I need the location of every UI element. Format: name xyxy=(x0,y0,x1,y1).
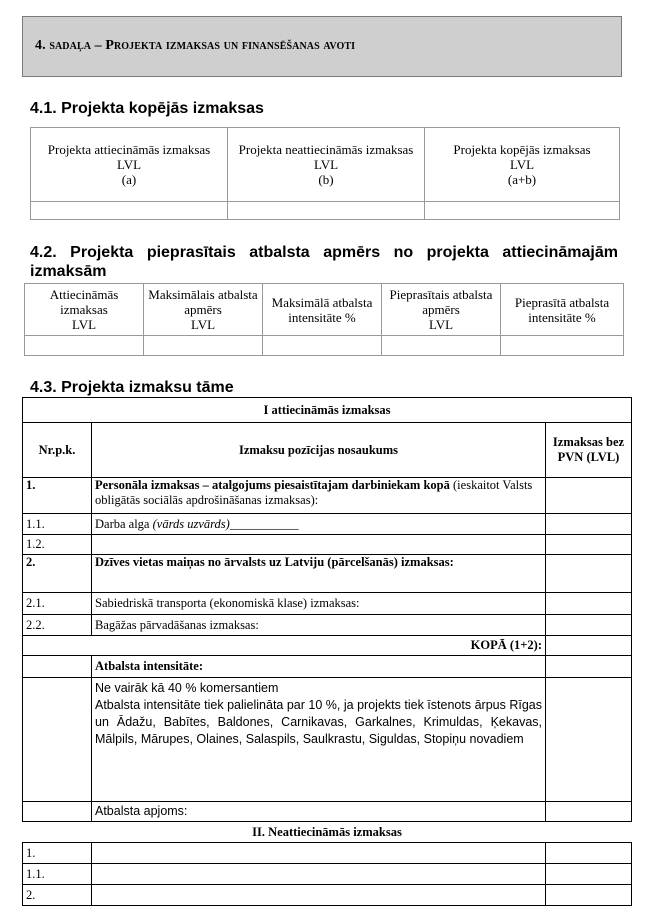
group-ineligible: II. Neattiecināmās izmaksas xyxy=(23,822,632,843)
section-header xyxy=(22,16,622,77)
intensity-value[interactable] xyxy=(546,656,632,678)
n-row-2-name[interactable] xyxy=(92,885,546,906)
input-2[interactable] xyxy=(144,336,263,356)
n-row-2-nr: 2. xyxy=(23,885,92,906)
row-2-2-nr: 2.2. xyxy=(23,615,92,636)
heading-4-2: 4.2. Projekta pieprasītais atbalsta apmērs no projekta attiecināmajām izmaksām xyxy=(30,244,618,280)
row-1-name: Personāla izmaksas – atalgojums piesaistītajam darbiniekam kopā (ieskaitot Valsts obligātās sociālās apdrošināšanas izmaksas): xyxy=(92,478,546,514)
row-1-nr: 1. xyxy=(23,478,92,514)
input-ineligible[interactable] xyxy=(228,202,425,220)
n-row-1-cost[interactable] xyxy=(546,843,632,864)
n-row-1-1-name[interactable] xyxy=(92,864,546,885)
row-2-1-name: Sabiedriskā transporta (ekonomiskā klase) izmaksas: xyxy=(92,593,546,615)
amount-value[interactable] xyxy=(546,802,632,822)
row-1-1-cost[interactable] xyxy=(546,514,632,535)
row-1-1-name: Darba alga (vārds uzvārds)___________ xyxy=(92,514,546,535)
intensity-nr xyxy=(23,656,92,678)
col-name: Izmaksu pozīcijas nosaukums xyxy=(92,423,546,478)
total-costs-table xyxy=(30,127,620,220)
total-cost[interactable] xyxy=(546,636,632,656)
cost-estimate-table xyxy=(22,397,632,906)
col-requested-support: Pieprasītais atbalsta apmērs LVL xyxy=(382,284,501,336)
col-eligible: Projekta attiecināmās izmaksas LVL (a) xyxy=(31,128,228,202)
row-1-cost[interactable] xyxy=(546,478,632,514)
col-cost: Izmaksas bez PVN (LVL) xyxy=(546,423,632,478)
support-table xyxy=(24,283,624,356)
amount-nr xyxy=(23,802,92,822)
col-total: Projekta kopējās izmaksas LVL (a+b) xyxy=(425,128,620,202)
total-label: KOPĀ (1+2): xyxy=(23,636,546,656)
n-row-1-1-cost[interactable] xyxy=(546,864,632,885)
n-row-1-nr: 1. xyxy=(23,843,92,864)
row-1-2-nr: 1.2. xyxy=(23,535,92,555)
col-max-intensity: Maksimālā atbalsta intensitāte % xyxy=(263,284,382,336)
section-title: 4. sadaļa – Projekta izmaksas un finansēšanas avoti xyxy=(35,38,356,53)
col-ineligible: Projekta neattiecināmās izmaksas LVL (b) xyxy=(228,128,425,202)
heading-4-3: 4.3. Projekta izmaksu tāme xyxy=(30,379,234,396)
row-1-1-nr: 1.1. xyxy=(23,514,92,535)
input-total[interactable] xyxy=(425,202,620,220)
col-requested-intensity: Pieprasītā atbalsta intensitāte % xyxy=(501,284,624,336)
n-row-1-1-nr: 1.1. xyxy=(23,864,92,885)
row-2-nr: 2. xyxy=(23,555,92,593)
input-5[interactable] xyxy=(501,336,624,356)
intensity-text-nr xyxy=(23,678,92,802)
col-nr: Nr.p.k. xyxy=(23,423,92,478)
row-2-1-cost[interactable] xyxy=(546,593,632,615)
input-eligible[interactable] xyxy=(31,202,228,220)
row-2-cost[interactable] xyxy=(546,555,632,593)
row-1-2-name[interactable] xyxy=(92,535,546,555)
row-1-2-cost[interactable] xyxy=(546,535,632,555)
group-eligible: I attiecināmās izmaksas xyxy=(23,398,632,423)
row-2-1-nr: 2.1. xyxy=(23,593,92,615)
row-2-name: Dzīves vietas maiņas no ārvalsts uz Latviju (pārcelšanās) izmaksas: xyxy=(92,555,546,593)
n-row-1-name[interactable] xyxy=(92,843,546,864)
intensity-label: Atbalsta intensitāte: xyxy=(92,656,546,678)
amount-label: Atbalsta apjoms: xyxy=(92,802,546,822)
input-1[interactable] xyxy=(25,336,144,356)
col-eligible-costs: Attiecināmās izmaksas LVL xyxy=(25,284,144,336)
n-row-2-cost[interactable] xyxy=(546,885,632,906)
row-2-2-cost[interactable] xyxy=(546,615,632,636)
input-3[interactable] xyxy=(263,336,382,356)
input-4[interactable] xyxy=(382,336,501,356)
row-2-2-name: Bagāžas pārvadāšanas izmaksas: xyxy=(92,615,546,636)
intensity-text-value[interactable] xyxy=(546,678,632,802)
heading-4-1: 4.1. Projekta kopējās izmaksas xyxy=(30,100,264,117)
intensity-text: Ne vairāk kā 40 % komersantiem Atbalsta intensitāte tiek palielināta par 10 %, ja projekts tiek īstenots ārpus Rīgas un Ādažu, Babītes, Baldones, Carnikavas, Garkalnes, Krimuldas, Ķekavas, Mālpils, Mārupes, Olaines, Salaspils, Saulkrastu, Siguldas, Stopiņu novadiem xyxy=(92,678,546,802)
col-max-support: Maksimālais atbalsta apmērs LVL xyxy=(144,284,263,336)
